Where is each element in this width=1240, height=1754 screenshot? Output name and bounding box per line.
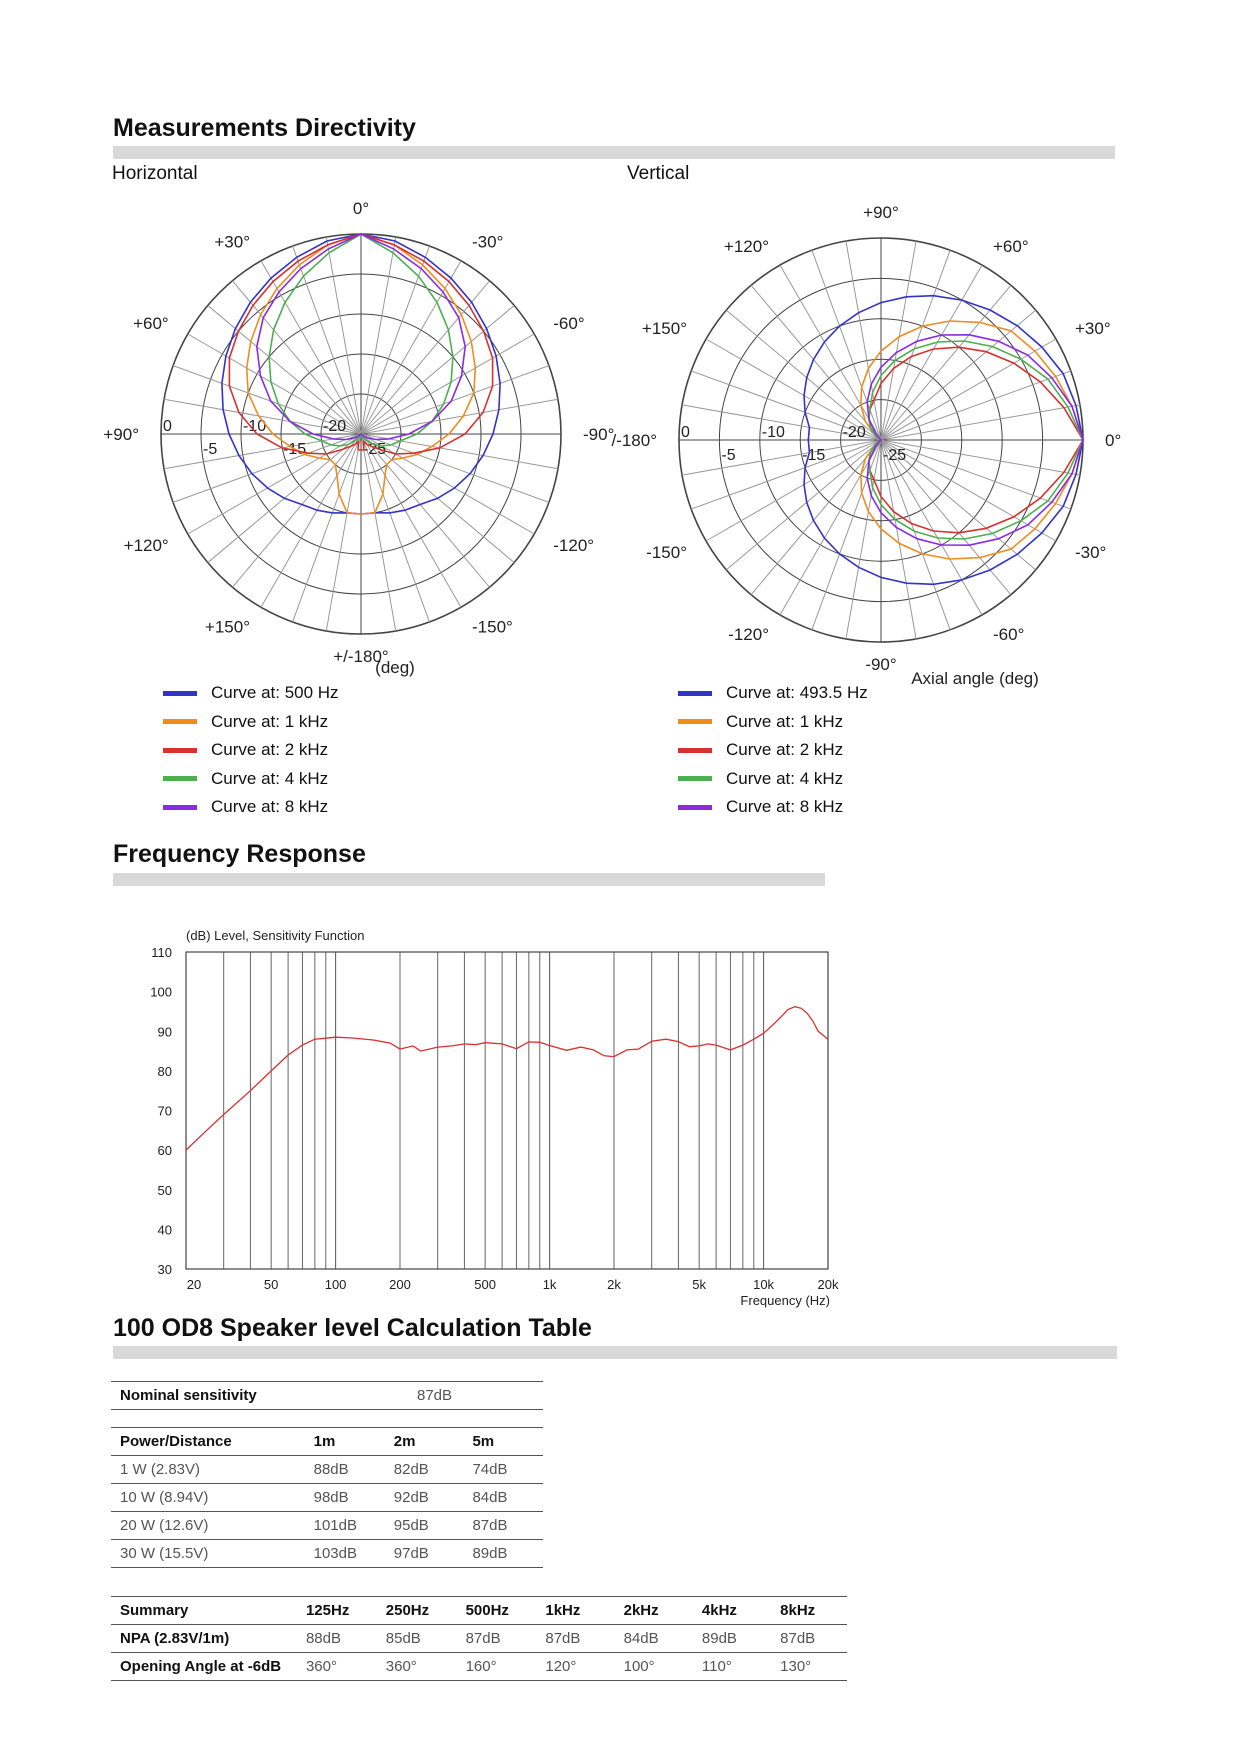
table-cell: 95dB [385, 1512, 464, 1540]
angle-label: -90° [583, 425, 615, 444]
frequency-response-title: Frequency Response [113, 840, 366, 868]
column-header: Summary [111, 1597, 297, 1625]
table-cell: 130° [771, 1653, 847, 1681]
table-cell: 84dB [615, 1625, 693, 1653]
table-cell: 30 W (15.5V) [111, 1540, 305, 1568]
table-cell: 120° [536, 1653, 614, 1681]
table-cell: 74dB [463, 1456, 543, 1484]
table-cell: 87dB [463, 1512, 543, 1540]
column-header: 2m [385, 1428, 464, 1456]
legend-label: Curve at: 2 kHz [726, 740, 844, 760]
table-cell: 1 W (2.83V) [111, 1456, 305, 1484]
ring-label: 0 [681, 424, 690, 441]
column-header: 4kHz [693, 1597, 771, 1625]
table-header-row [111, 1597, 847, 1625]
plot-frame [186, 952, 828, 1269]
nominal-label: Nominal sensitivity [111, 1382, 408, 1410]
legend-label: Curve at: 1 kHz [211, 711, 329, 731]
angle-label: +/-180° [333, 647, 389, 666]
x-tick-label: 1k [542, 1277, 557, 1292]
angle-label: -150° [472, 617, 513, 637]
table-row [111, 1382, 543, 1410]
axis-unit-label: (deg) [375, 658, 415, 677]
x-tick-label: 50 [263, 1277, 279, 1292]
legend-label: Curve at: 8 kHz [211, 797, 329, 817]
y-tick-label: 90 [157, 1024, 172, 1040]
y-tick-label: 110 [151, 945, 172, 960]
table-cell: 97dB [385, 1540, 464, 1568]
ring-label: 0 [163, 418, 172, 435]
ring-label: -20 [323, 418, 347, 435]
column-header: 2kHz [615, 1597, 693, 1625]
ring-label: -20 [842, 424, 866, 441]
table-cell: 92dB [385, 1484, 464, 1512]
table-cell: 103dB [305, 1540, 385, 1568]
column-header: 8kHz [771, 1597, 847, 1625]
column-header: 250Hz [377, 1597, 457, 1625]
table-cell: 87dB [536, 1625, 614, 1653]
table-cell: 110° [693, 1653, 771, 1681]
summary-table [111, 1596, 847, 1681]
directivity-title: Measurements Directivity [113, 114, 416, 142]
ring-label: -15 [802, 447, 826, 464]
legend-label: Curve at: 493.5 Hz [726, 683, 868, 703]
ring-label: -5 [203, 441, 218, 458]
x-tick-label: 100 [324, 1277, 347, 1292]
table-cell: 89dB [693, 1625, 771, 1653]
angle-label: +120° [123, 536, 169, 555]
legend-label: Curve at: 4 kHz [726, 768, 844, 788]
power-distance-table [111, 1427, 543, 1568]
angle-label: 0° [352, 199, 370, 218]
x-tick-label: 20 [186, 1277, 202, 1292]
axis-unit-label: Axial angle (deg) [911, 669, 1039, 688]
table-cell: 87dB [457, 1625, 537, 1653]
table-row [111, 1653, 847, 1681]
angle-label: -60° [993, 624, 1025, 644]
table-row [111, 1625, 847, 1653]
vertical-label: Vertical [627, 163, 690, 184]
table-cell: 82dB [385, 1456, 464, 1484]
y-tick-label: 40 [157, 1222, 172, 1238]
angle-label: +90° [103, 425, 139, 444]
table-cell: 160° [457, 1653, 537, 1681]
table-cell: 360° [297, 1653, 377, 1681]
table-cell: 88dB [297, 1625, 377, 1653]
ring-label: -5 [721, 447, 736, 464]
column-header: 500Hz [457, 1597, 537, 1625]
angle-label: /-180° [611, 431, 657, 450]
section-divider [113, 1346, 1117, 1359]
nominal-sensitivity-table [111, 1381, 543, 1410]
column-header: 1m [305, 1428, 385, 1456]
angle-label: -120° [553, 536, 595, 555]
x-axis-label: Frequency (Hz) [740, 1293, 830, 1308]
x-tick-label: 20k [817, 1277, 839, 1292]
nominal-value: 87dB [408, 1382, 543, 1410]
column-header: Power/Distance [111, 1428, 305, 1456]
angle-label: -90° [865, 655, 897, 674]
legend-label: Curve at: 8 kHz [726, 797, 844, 817]
column-header: 5m [463, 1428, 543, 1456]
table-cell: Opening Angle at -6dB [111, 1653, 297, 1681]
table-row [111, 1512, 543, 1540]
table-cell: 85dB [377, 1625, 457, 1653]
y-tick-label: 60 [157, 1143, 172, 1159]
legend-label: Curve at: 2 kHz [211, 740, 329, 760]
y-tick-label: 70 [157, 1103, 172, 1119]
x-tick-label: 200 [389, 1277, 411, 1292]
angle-label: +90° [863, 203, 899, 222]
table-cell: 87dB [771, 1625, 847, 1653]
table-row [111, 1540, 543, 1568]
legend-label: Curve at: 4 kHz [211, 768, 329, 788]
angle-label: -60° [553, 314, 585, 333]
x-tick-label: 2k [607, 1277, 621, 1292]
table-row [111, 1456, 543, 1484]
chart-title: (dB) Level, Sensitivity Function [186, 928, 365, 943]
legend-label: Curve at: 500 Hz [211, 683, 339, 703]
table-cell: 100° [615, 1653, 693, 1681]
table-cell: 89dB [463, 1540, 543, 1568]
angle-label: -120° [728, 624, 769, 644]
calculation-table-title: 100 OD8 Speaker level Calculation Table [113, 1314, 592, 1342]
angle-label: +30° [214, 232, 250, 252]
table-cell: 84dB [463, 1484, 543, 1512]
ring-label: -10 [761, 424, 785, 441]
table-row [111, 1484, 543, 1512]
angle-label: +60° [133, 314, 169, 333]
ring-label: -15 [283, 441, 307, 458]
table-header-row [111, 1428, 543, 1456]
table-cell: 20 W (12.6V) [111, 1512, 305, 1540]
angle-label: +60° [993, 237, 1029, 257]
x-tick-label: 500 [474, 1277, 497, 1292]
table-cell: 360° [377, 1653, 457, 1681]
y-tick-label: 80 [157, 1063, 172, 1079]
y-tick-label: 50 [157, 1182, 172, 1198]
horizontal-label: Horizontal [112, 163, 198, 184]
table-cell: NPA (2.83V/1m) [111, 1625, 297, 1653]
angle-label: -30° [1074, 543, 1107, 562]
x-tick-label: 5k [692, 1277, 707, 1292]
ring-label: -25 [883, 447, 907, 464]
angle-label: +120° [723, 237, 769, 257]
column-header: 1kHz [536, 1597, 614, 1625]
ring-label: -10 [243, 418, 267, 435]
angle-label: 0° [1105, 431, 1122, 450]
y-tick-label: 30 [157, 1262, 172, 1277]
y-tick-label: 100 [150, 984, 172, 1000]
angle-label: -150° [646, 543, 688, 562]
legend-label: Curve at: 1 kHz [726, 711, 844, 731]
column-header: 125Hz [297, 1597, 377, 1625]
table-cell: 101dB [305, 1512, 385, 1540]
angle-label: +150° [204, 617, 250, 637]
table-cell: 10 W (8.94V) [111, 1484, 305, 1512]
x-tick-label: 10k [753, 1277, 775, 1292]
level-curve [186, 1007, 828, 1150]
table-cell: 88dB [305, 1456, 385, 1484]
angle-label: +30° [1074, 319, 1111, 338]
table-cell: 98dB [305, 1484, 385, 1512]
angle-label: -30° [472, 232, 504, 252]
ring-label: -25 [363, 441, 387, 458]
angle-label: +150° [641, 319, 688, 338]
